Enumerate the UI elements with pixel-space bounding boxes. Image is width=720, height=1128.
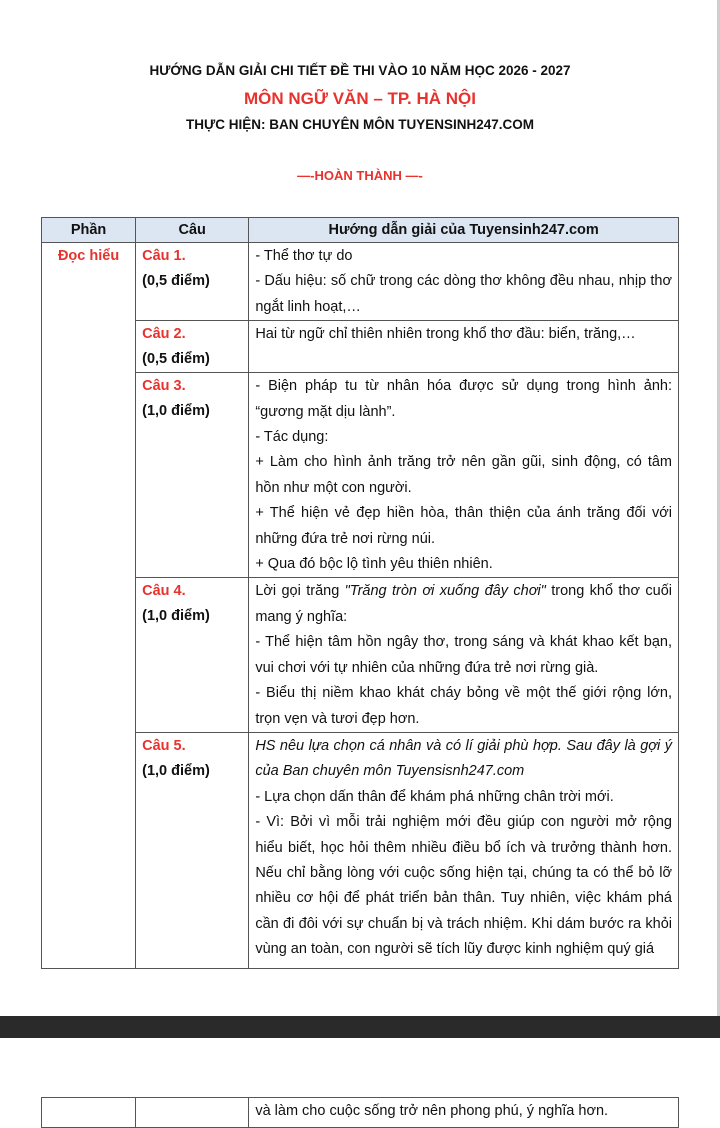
question-number: Câu 2. [142,326,186,343]
answer-line: Hai từ ngữ chỉ thiên nhiên trong khổ thơ đầu: biển, trăng,… [255,326,636,343]
doc-author: THỰC HIỆN: BAN CHUYÊN MÔN TUYENSINH247.COM [186,117,534,132]
answer-table [41,217,679,969]
intro-text: trong khổ thơ cuối mang ý nghĩa: [255,583,672,625]
answer-cell [249,321,679,373]
poem-quote: "Trăng tròn ơi xuống đây chơi" [344,583,546,600]
question-number: Câu 3. [142,378,186,395]
question-cell [136,321,249,373]
answer-table-continued [41,1097,679,1128]
answer-note: HS nêu lựa chọn cá nhân và có lí giải phù hợp. Sau đây là gợi ý của Ban chuyên môn Tuyensisnh247.com [255,737,672,780]
question-points: (1,0 điểm) [142,403,210,420]
question-cell [136,578,249,732]
table-row [42,243,679,321]
part-reading: Đọc hiểu [42,243,136,969]
answer-line: - Dấu hiệu: số chữ trong các dòng thơ không đều nhau, nhịp thơ ngắt linh hoạt,… [255,273,672,315]
empty-cell [42,1098,136,1128]
intro-text: Lời gọi trăng [255,583,345,600]
answer-line: - Thể thơ tự do [255,248,353,264]
doc-title: HƯỚNG DẪN GIẢI CHI TIẾT ĐỀ THI VÀO 10 NĂM HỌC 2026 - 2027 [149,63,571,78]
answer-cell [249,373,679,578]
answer-line: - Biện pháp tu từ nhân hóa được sử dụng trong hình ảnh: “gương mặt dịu lành”. [255,378,672,420]
question-cell [136,373,249,578]
answer-cell [249,732,679,968]
question-points: (0,5 điểm) [142,351,210,368]
answer-line: - Thể hiện tâm hồn ngây thơ, trong sáng và khát khao kết bạn, vui chơi với tự nhiên của những đứa trẻ nơi rừng già. [255,634,672,676]
answer-line: - Lựa chọn dấn thân để khám phá những chân trời mới. [255,788,614,805]
question-points: (1,0 điểm) [142,608,210,625]
answer-line: + Qua đó bộc lộ tình yêu thiên nhiên. [255,556,493,573]
header-guide: Hướng dẫn giải của Tuyensinh247.com [249,218,679,243]
answer-cell [249,578,679,732]
answer-continuation: và làm cho cuộc sống trở nên phong phú, ý nghĩa hơn. [249,1098,679,1128]
answer-cell [249,243,679,321]
table-row [42,321,679,373]
question-number: Câu 4. [142,583,186,600]
answer-intro [255,579,672,630]
doc-subject: MÔN NGỮ VĂN – TP. HÀ NỘI [244,89,476,108]
question-points: (0,5 điểm) [142,273,210,289]
question-number: Câu 1. [142,248,186,264]
header-question: Câu [136,218,249,243]
table-row [42,1098,679,1128]
table-row [42,373,679,578]
completion-status: —-HOÀN THÀNH —- [297,168,423,183]
question-cell [136,732,249,968]
question-cell [136,243,249,321]
answer-line: - Biểu thị niềm khao khát cháy bỏng về một thế giới rộng lớn, trọn vẹn và tươi đẹp hơn. [255,685,672,727]
answer-line: + Thể hiện vẻ đẹp hiền hòa, thân thiện của ánh trăng đối với những đứa trẻ nơi rừng núi. [255,505,672,547]
empty-cell [136,1098,249,1128]
question-number: Câu 5. [142,737,186,754]
answer-line: - Tác dụng: [255,429,329,446]
answer-line: + Làm cho hình ảnh trăng trở nên gần gũi, sinh động, có tâm hồn như một con người. [255,454,672,496]
page-break-bar [0,1016,720,1038]
table-header-row [42,218,679,243]
question-points: (1,0 điểm) [142,762,210,779]
answer-line: - Vì: Bởi vì mỗi trải nghiệm mới đều giúp con người mở rộng hiểu biết, học hỏi thêm nhiều điều bổ ích và trưởng thành hơn. Nếu chỉ bằng lòng với cuộc sống hiện tại, chúng ta có thể bỏ lỡ nhiều cơ hội để phát triển bản thân. Tuy nhiên, việc khám phá cần đi đôi với sự chuẩn bị và trách nhiệm. Khi dám bước ra khỏi vùng an toàn, con người sẽ tích lũy được kinh nghiệm quý giá [255,814,672,958]
header-part: Phần [42,218,136,243]
table-row [42,578,679,732]
table-row [42,732,679,968]
